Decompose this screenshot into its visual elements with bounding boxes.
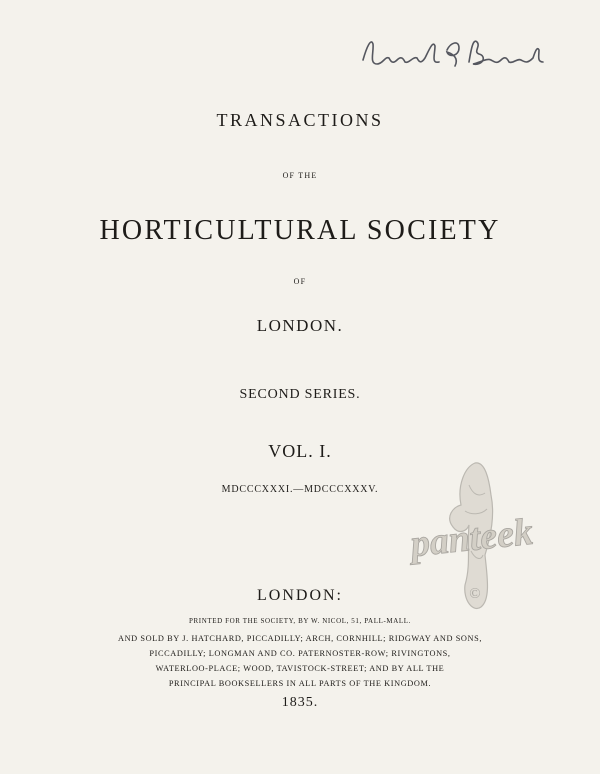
handwritten-signature	[355, 28, 555, 78]
imprint-sellers-line-4: PRINCIPAL BOOKSELLERS IN ALL PARTS OF THE KINGDOM.	[168, 679, 432, 688]
title-series: SECOND SERIES.	[239, 387, 361, 402]
title-years: MDCCCXXXI.—MDCCCXXXV.	[221, 484, 379, 495]
title-volume: VOL. I.	[268, 441, 332, 461]
watermark-text: panteek	[408, 510, 535, 566]
imprint-sellers-line-3: WATERLOO-PLACE; WOOD, TAVISTOCK-STREET; AND BY ALL THE	[155, 664, 445, 673]
imprint-sellers-line-1: AND SOLD BY J. HATCHARD, PICCADILLY; ARCH, CORNHILL; RIDGWAY AND SONS,	[117, 634, 482, 643]
title-of-the: OF THE	[282, 171, 318, 180]
title-transactions: TRANSACTIONS	[216, 110, 384, 130]
title-of: OF	[293, 277, 307, 286]
imprint-year: 1835.	[281, 695, 319, 710]
imprint-printer: PRINTED FOR THE SOCIETY, BY W. NICOL, 51, PALL-MALL.	[189, 617, 411, 625]
title-city: LONDON.	[256, 316, 344, 335]
imprint-place: LONDON:	[257, 587, 343, 604]
watermark-copyright: ©	[469, 586, 481, 602]
title-society-name: HORTICULTURAL SOCIETY	[99, 215, 501, 246]
imprint-sellers-line-2: PICCADILLY; LONGMAN AND CO. PATERNOSTER-ROW; RIVINGTONS,	[149, 649, 451, 658]
